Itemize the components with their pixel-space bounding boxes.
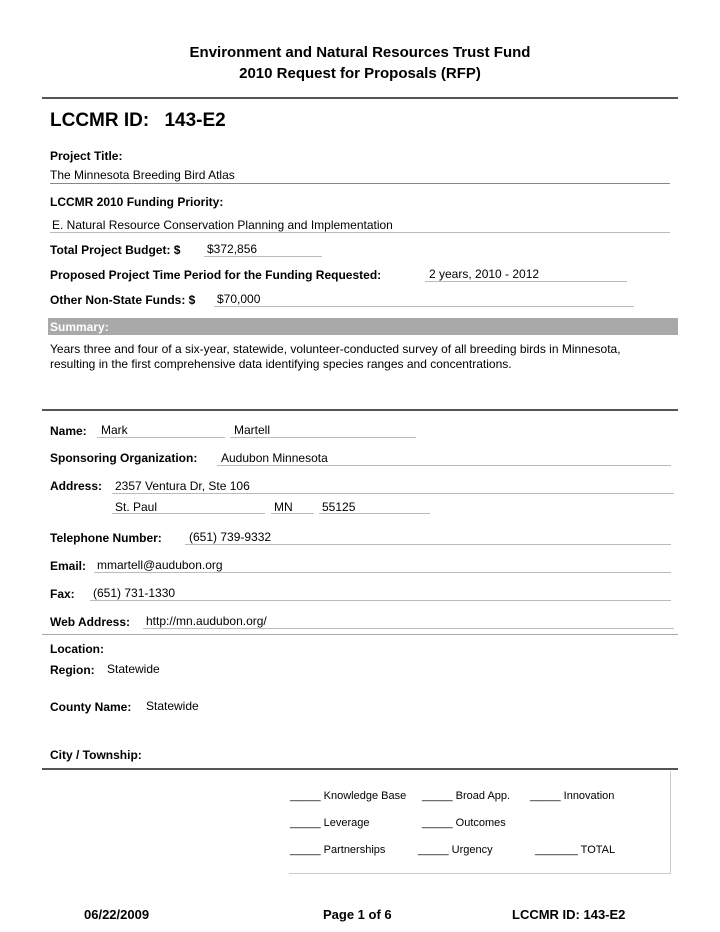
city-value: St. Paul bbox=[115, 500, 158, 514]
non-state-funds-label: Other Non-State Funds: $ bbox=[50, 293, 196, 307]
state-value: MN bbox=[274, 500, 293, 514]
score-urgency: _____ Urgency bbox=[418, 844, 493, 856]
summary-line-1: Years three and four of a six-year, statewide, volunteer-conducted survey of all breeding birds in Minnesota, bbox=[50, 342, 621, 356]
project-title-rule bbox=[50, 183, 670, 184]
score-knowledge-base: _____ Knowledge Base bbox=[290, 790, 407, 802]
fax-label: Fax: bbox=[50, 587, 75, 601]
street-value: 2357 Ventura Dr, Ste 106 bbox=[115, 479, 250, 493]
footer-page-number: Page 1 of 6 bbox=[323, 907, 392, 922]
score-innovation: _____ Innovation bbox=[530, 790, 615, 802]
budget-underline bbox=[204, 256, 322, 257]
budget-value: $372,856 bbox=[207, 242, 258, 256]
score-total: _______ TOTAL bbox=[535, 844, 616, 856]
budget-label: Total Project Budget: $ bbox=[50, 243, 181, 257]
score-partnerships: _____ Partnerships bbox=[290, 844, 386, 856]
funding-priority-value: E. Natural Resource Conservation Planning and Implementation bbox=[52, 218, 393, 232]
footer-lccmr-id: LCCMR ID: 143-E2 bbox=[512, 907, 626, 922]
time-period-underline bbox=[425, 281, 627, 282]
telephone-underline bbox=[185, 544, 671, 545]
sponsoring-org-underline bbox=[217, 465, 671, 466]
first-name-value: Mark bbox=[101, 423, 128, 437]
zip-value: 55125 bbox=[322, 500, 356, 514]
project-title-value: The Minnesota Breeding Bird Atlas bbox=[50, 168, 235, 182]
form-header-line1: Environment and Natural Resources Trust Fund bbox=[189, 44, 531, 61]
lccmr-id-heading bbox=[50, 110, 226, 132]
address-label: Address: bbox=[50, 479, 103, 493]
project-title-label: Project Title: bbox=[50, 149, 123, 163]
last-name-value: Martell bbox=[234, 423, 271, 437]
zip-underline bbox=[319, 513, 430, 514]
location-divider bbox=[42, 634, 678, 635]
web-address-value: http://mn.audubon.org/ bbox=[146, 614, 267, 628]
funding-priority-underline bbox=[50, 232, 670, 233]
form-header-line2: 2010 Request for Proposals (RFP) bbox=[239, 65, 481, 82]
score-leverage: _____ Leverage bbox=[290, 817, 370, 829]
state-underline bbox=[271, 513, 314, 514]
street-underline bbox=[112, 493, 674, 494]
telephone-value: (651) 739-9332 bbox=[189, 530, 272, 544]
web-address-underline bbox=[143, 628, 674, 629]
region-value: Statewide bbox=[107, 662, 160, 676]
location-label: Location: bbox=[50, 642, 104, 656]
city-township-label: City / Township: bbox=[50, 748, 142, 762]
contact-divider bbox=[42, 409, 678, 411]
email-underline bbox=[94, 572, 671, 573]
email-value: mmartell@audubon.org bbox=[97, 558, 223, 572]
fax-value: (651) 731-1330 bbox=[93, 586, 176, 600]
funding-priority-label: LCCMR 2010 Funding Priority: bbox=[50, 195, 224, 209]
county-name-value: Statewide bbox=[146, 699, 199, 713]
first-name-underline bbox=[97, 437, 225, 438]
lccmr-id-label: LCCMR ID: bbox=[50, 110, 150, 131]
score-broad-app: _____ Broad App. bbox=[422, 790, 511, 802]
last-name-underline bbox=[230, 437, 416, 438]
time-period-label: Proposed Project Time Period for the Funding Requested: bbox=[50, 268, 382, 282]
lccmr-id-value: 143-E2 bbox=[164, 110, 226, 131]
name-label: Name: bbox=[50, 424, 87, 438]
header-divider bbox=[42, 97, 678, 99]
summary-label: Summary: bbox=[50, 320, 109, 334]
county-name-label: County Name: bbox=[50, 700, 132, 714]
sponsoring-org-label: Sponsoring Organization: bbox=[50, 451, 198, 465]
web-address-label: Web Address: bbox=[50, 615, 131, 629]
fax-underline bbox=[90, 600, 671, 601]
telephone-label: Telephone Number: bbox=[50, 531, 162, 545]
summary-line-2: resulting in the first comprehensive data identifying species ranges and concentrations. bbox=[50, 357, 512, 371]
city-underline bbox=[112, 513, 265, 514]
scoring-divider bbox=[42, 768, 678, 770]
score-outcomes: _____ Outcomes bbox=[422, 817, 506, 829]
email-label: Email: bbox=[50, 559, 87, 573]
summary-bar bbox=[48, 318, 678, 335]
non-state-funds-underline bbox=[214, 306, 634, 307]
non-state-funds-value: $70,000 bbox=[217, 292, 261, 306]
time-period-value: 2 years, 2010 - 2012 bbox=[429, 267, 540, 281]
sponsoring-org-value: Audubon Minnesota bbox=[221, 451, 328, 465]
region-label: Region: bbox=[50, 663, 95, 677]
footer-date: 06/22/2009 bbox=[84, 907, 150, 922]
